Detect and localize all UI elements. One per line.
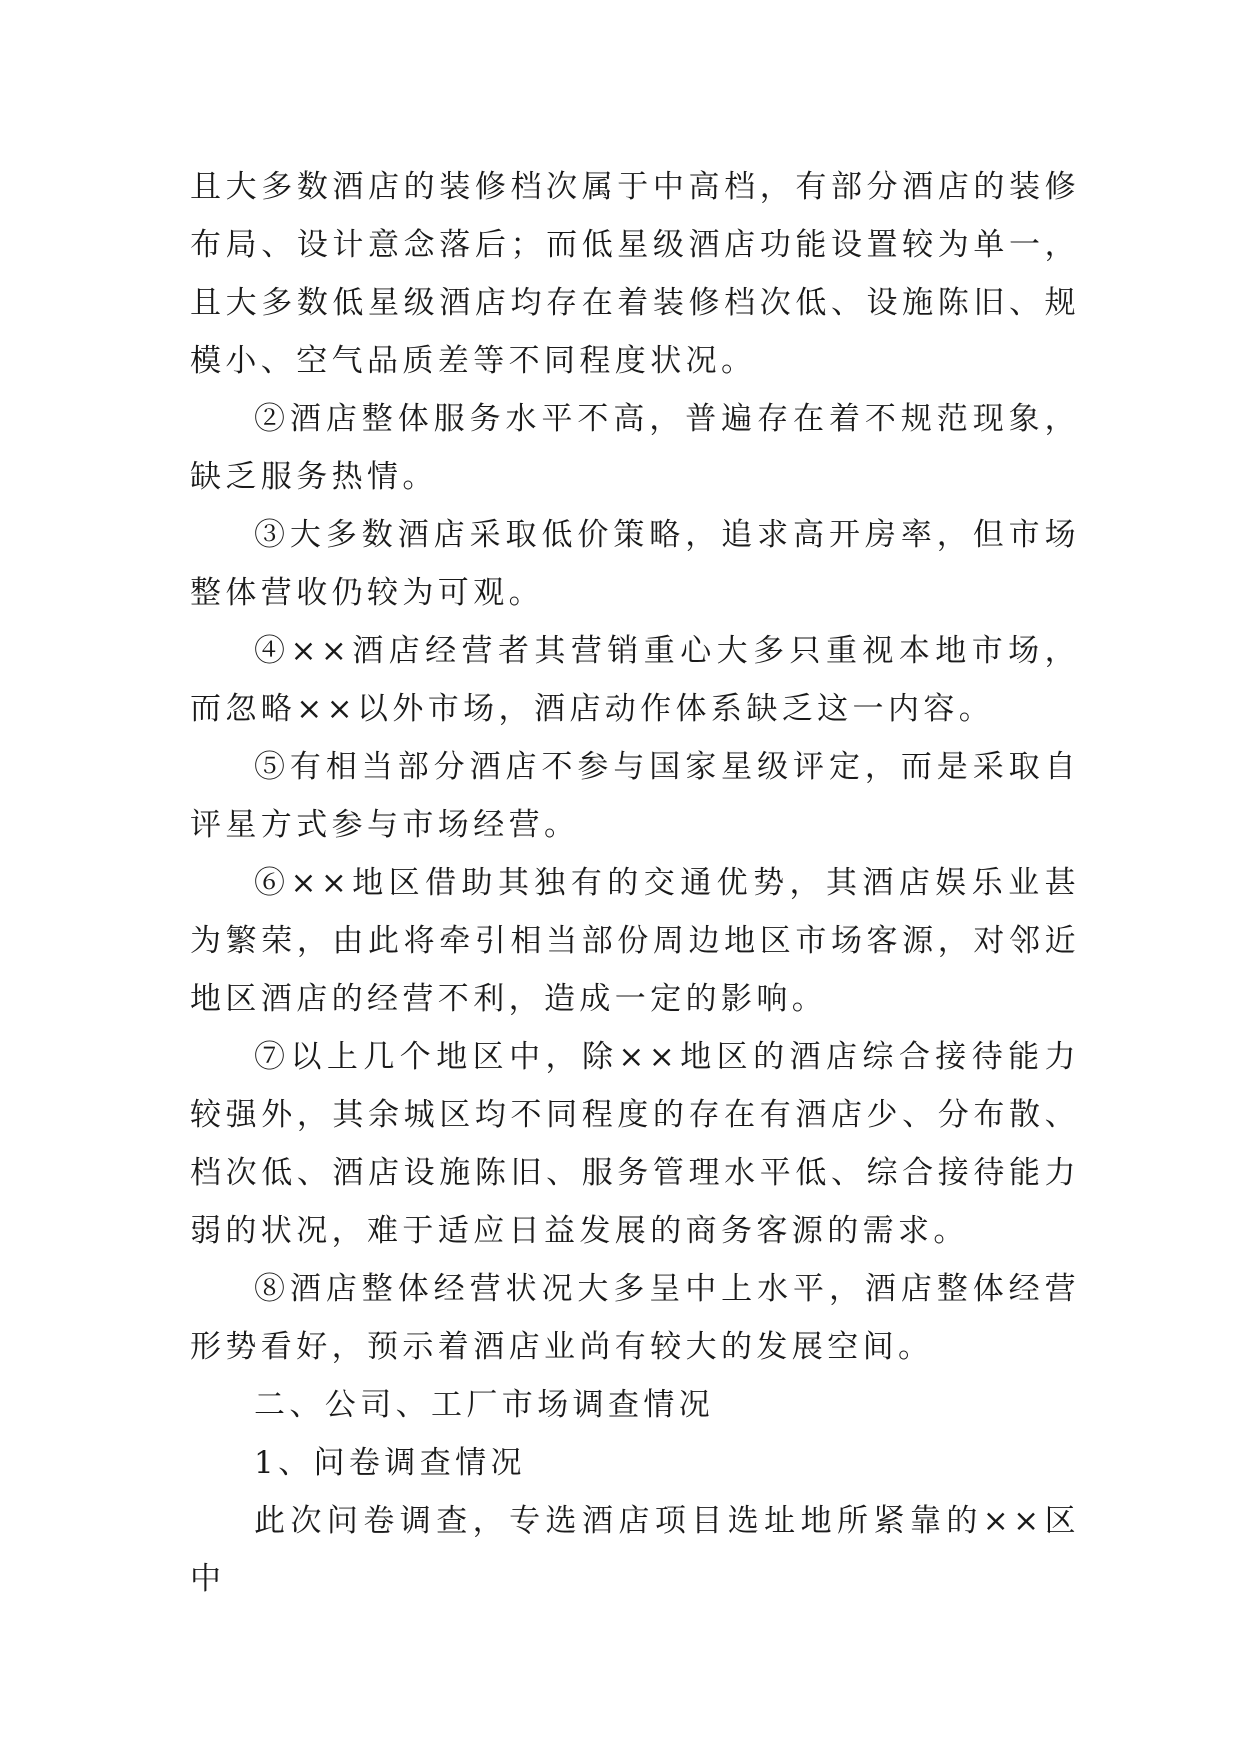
section-heading: 二、公司、工厂市场调查情况: [254, 1387, 715, 1423]
paragraph-1: 且大多数酒店的装修档次属于中高档，有部分酒店的装修布局、设计意念落后；而低星级酒店功能设置较为单一，且大多数低星级酒店均存在着装修档次低、设施陈旧、规模小、空气品质差等不同程度状况。: [190, 169, 1080, 379]
document-body: [190, 158, 1080, 1608]
paragraph-7: ⑦以上几个地区中，除××地区的酒店综合接待能力较强外，其余城区均不同程度的存在有酒店少、分布散、档次低、酒店设施陈旧、服务管理水平低、综合接待能力弱的状况，难于适应日益发展的商务客源的需求。: [190, 1039, 1080, 1249]
paragraph-5: ⑤有相当部分酒店不参与国家星级评定，而是采取自评星方式参与市场经营。: [190, 749, 1080, 843]
paragraph-3: ③大多数酒店采取低价策略，追求高开房率，但市场整体营收仍较为可观。: [190, 517, 1080, 611]
paragraph-2: ②酒店整体服务水平不高，普遍存在着不规范现象，缺乏服务热情。: [190, 401, 1080, 495]
subsection-heading: 1、问卷调查情况: [254, 1445, 526, 1481]
paragraph-6: ⑥××地区借助其独有的交通优势，其酒店娱乐业甚为繁荣，由此将牵引相当部份周边地区市场客源，对邻近地区酒店的经营不利，造成一定的影响。: [190, 865, 1080, 1017]
paragraph-11: 此次问卷调查，专选酒店项目选址地所紧靠的××区中: [190, 1503, 1080, 1597]
paragraph-4: ④××酒店经营者其营销重心大多只重视本地市场，而忽略××以外市场，酒店动作体系缺乏这一内容。: [190, 633, 1080, 727]
paragraph-8: ⑧酒店整体经营状况大多呈中上水平，酒店整体经营形势看好，预示着酒店业尚有较大的发展空间。: [190, 1271, 1080, 1365]
